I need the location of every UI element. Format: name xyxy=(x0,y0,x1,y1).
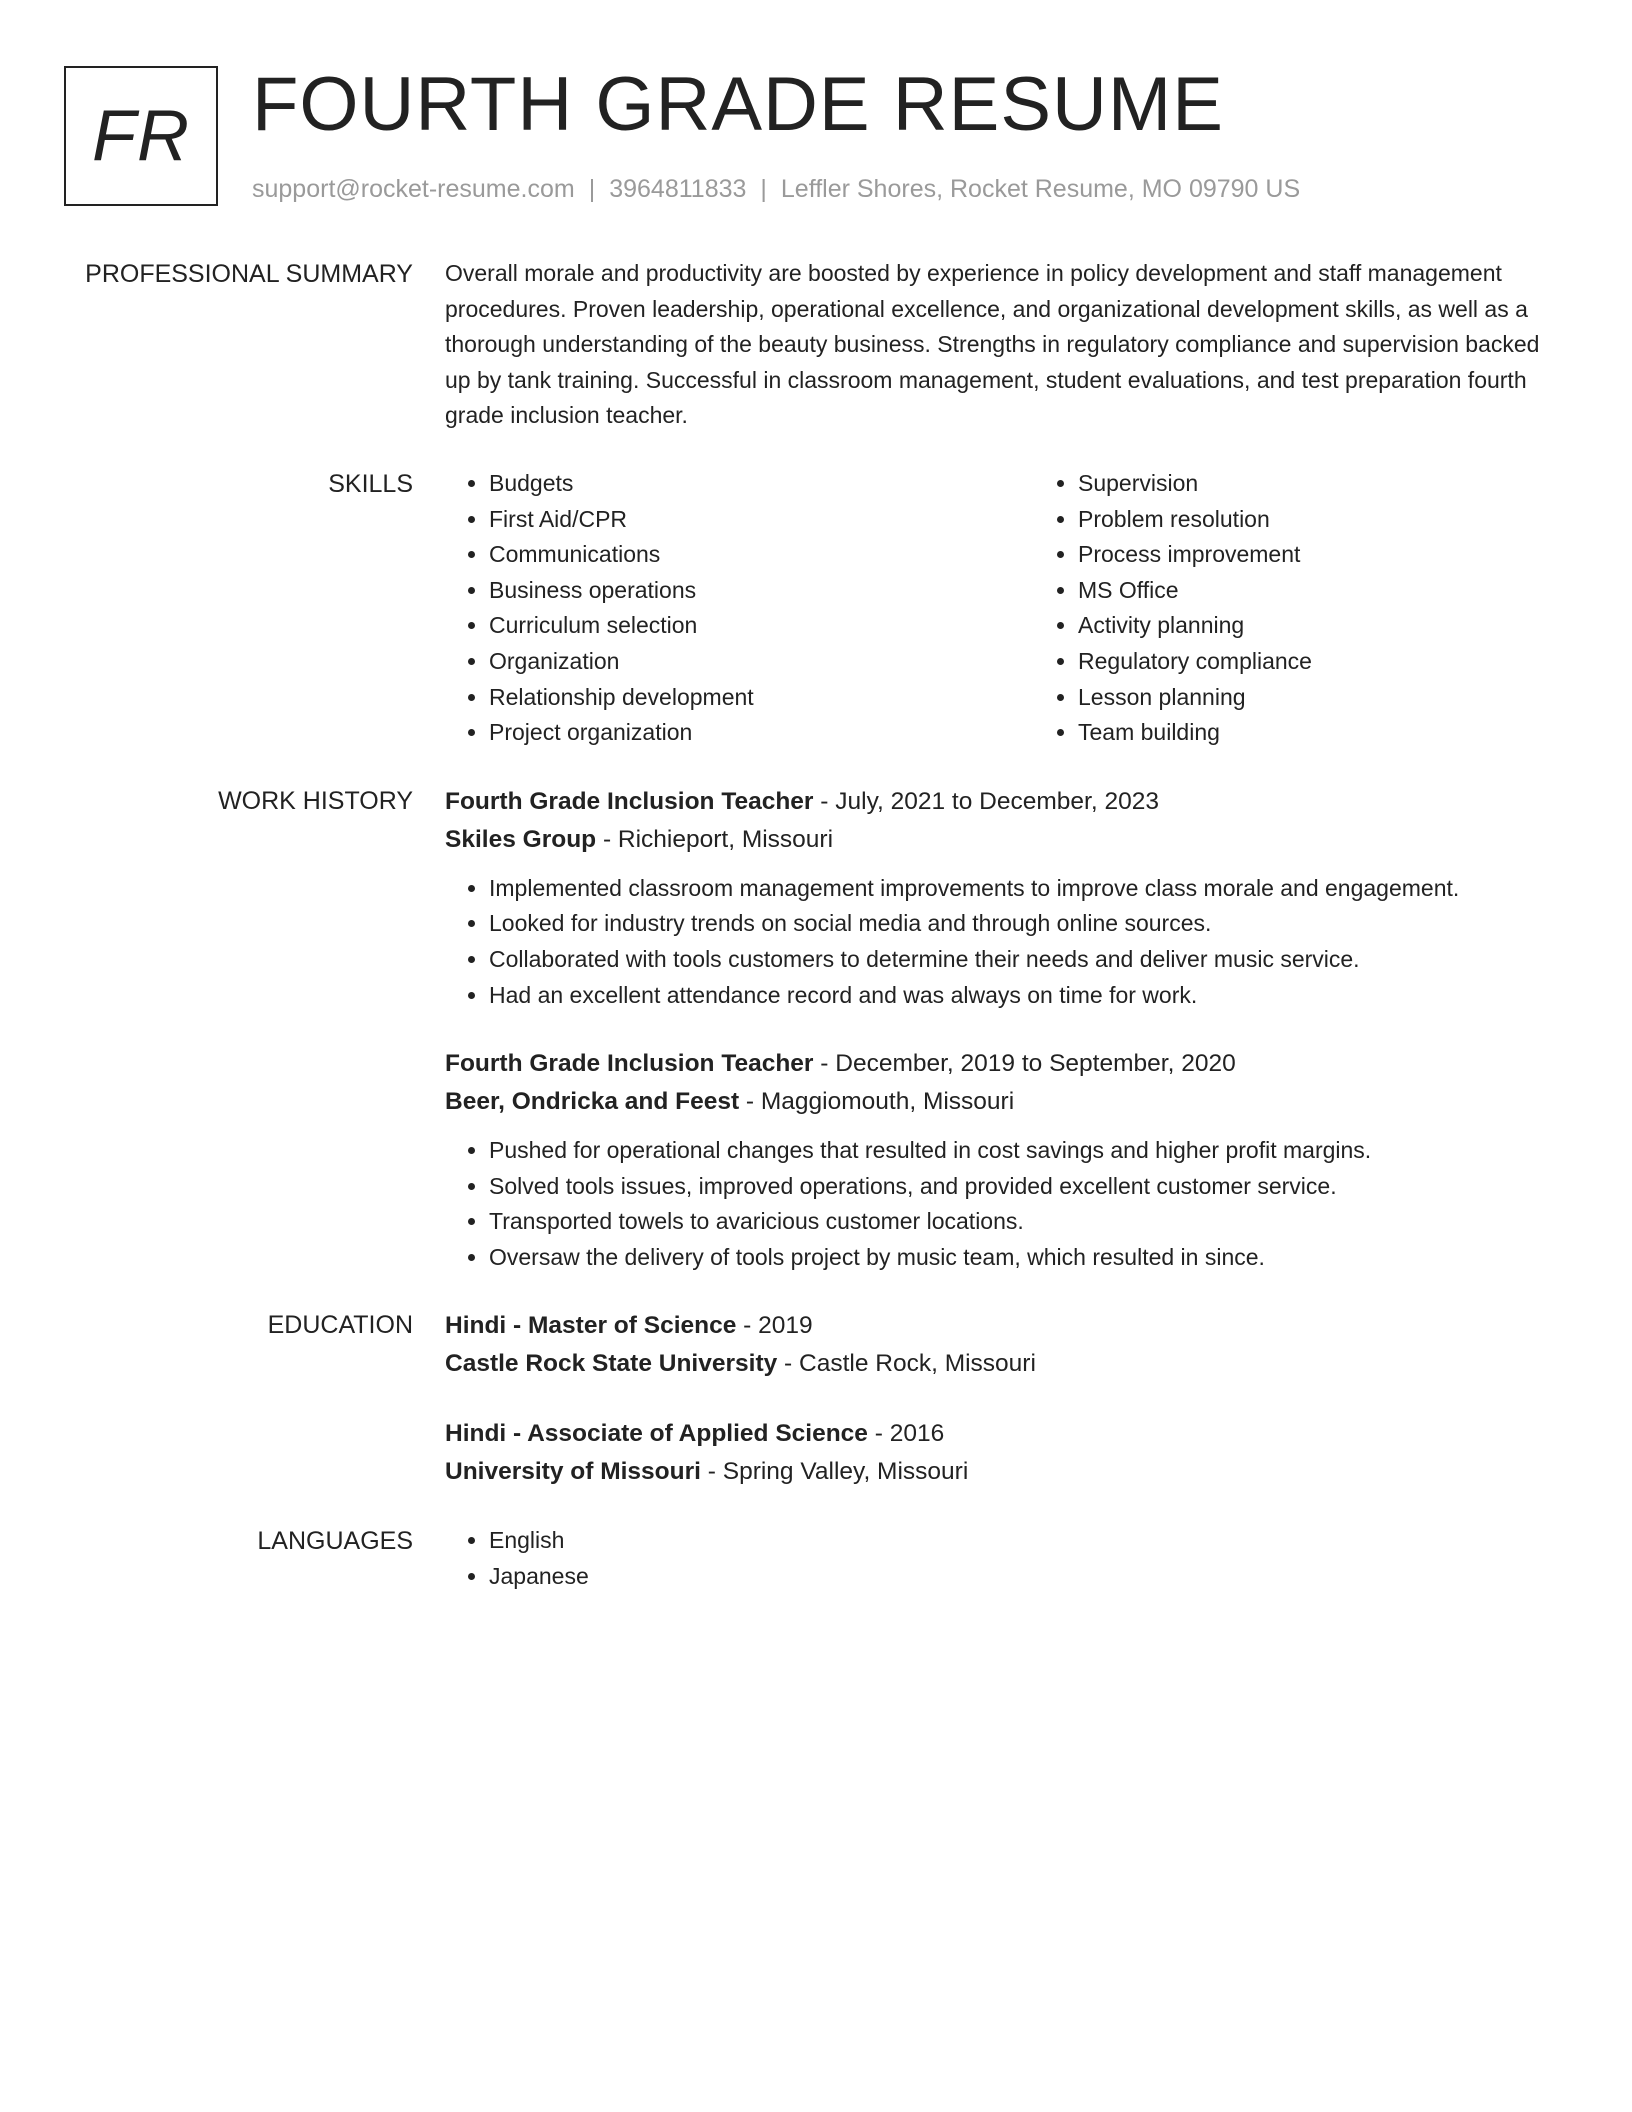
skill-item: • Curriculum selection xyxy=(489,608,1034,644)
job-company: Beer, Ondricka and Feest xyxy=(445,1088,740,1116)
skill-item: • First Aid/CPR xyxy=(489,502,1034,538)
skill-item: • Communications xyxy=(489,537,1034,573)
monogram-logo: FR xyxy=(64,66,218,206)
school: University of Missouri xyxy=(445,1458,701,1486)
skill-item: • Organization xyxy=(489,644,1034,680)
job-title-line xyxy=(445,783,1564,821)
job-title-line xyxy=(445,1045,1564,1083)
degree-year: - 2016 xyxy=(867,1420,945,1448)
languages-section xyxy=(64,1523,1564,1594)
section-label-skills: SKILLS xyxy=(328,469,413,498)
resume-content xyxy=(64,256,1564,1595)
section-label-languages: LANGUAGES xyxy=(257,1527,413,1556)
job-company: Skiles Group xyxy=(445,825,597,853)
languages-list xyxy=(445,1523,1564,1594)
job-dates: - December, 2019 to September, 2020 xyxy=(813,1050,1236,1078)
skill-item: • Business operations xyxy=(489,573,1034,609)
resume-header xyxy=(64,62,1568,211)
skill-item: • Team building xyxy=(1078,715,1623,751)
job-bullet: • Looked for industry trends on social media and through online sources. xyxy=(489,906,1564,942)
skill-item: • Activity planning xyxy=(1078,608,1623,644)
degree: Hindi - Master of Science xyxy=(445,1312,737,1340)
job-location: - Richieport, Missouri xyxy=(596,825,834,853)
job-entry xyxy=(445,783,1564,1013)
section-label-work: WORK HISTORY xyxy=(218,786,413,815)
skill-item: • Project organization xyxy=(489,715,1034,751)
language-item: • English xyxy=(489,1523,1564,1559)
contact-address: Leffler Shores, Rocket Resume, MO 09790 US xyxy=(780,175,1301,203)
job-bullet: • Had an excellent attendance record and was always on time for work. xyxy=(489,978,1564,1014)
language-item: • Japanese xyxy=(489,1559,1564,1595)
work-history-section xyxy=(64,783,1564,1276)
school-location: - Spring Valley, Missouri xyxy=(700,1458,969,1486)
job-entry xyxy=(445,1045,1564,1275)
degree-year: - 2019 xyxy=(736,1312,813,1340)
job-dates: - July, 2021 to December, 2023 xyxy=(813,787,1159,815)
education-entry xyxy=(445,1415,1564,1491)
skill-item: • Budgets xyxy=(489,466,1034,502)
job-bullet: • Oversaw the delivery of tools project by music team, which resulted in since. xyxy=(489,1240,1564,1276)
section-label-education: EDUCATION xyxy=(267,1311,413,1340)
school: Castle Rock State University xyxy=(445,1350,778,1378)
degree-line xyxy=(445,1307,1564,1345)
section-label-summary: PROFESSIONAL SUMMARY xyxy=(85,260,413,288)
job-bullet: • Transported towels to avaricious customer locations. xyxy=(489,1204,1564,1240)
contact-line xyxy=(252,174,1300,204)
summary-text: Overall morale and productivity are boosted by experience in policy development and staff management procedures. Proven leadership, operational excellence, and organizational development skills, as well as a thorough understanding of the beauty business. Strengths in regulatory compliance and supervision backed up by tank training. Successful in classroom management, student evaluations, and test preparation fourth grade inclusion teacher. xyxy=(445,260,1540,429)
job-company-line xyxy=(445,821,1564,859)
job-location: - Maggiomouth, Missouri xyxy=(739,1088,1015,1116)
job-bullets xyxy=(445,871,1564,1013)
degree-line xyxy=(445,1415,1564,1453)
skill-item: • Problem resolution xyxy=(1078,502,1623,538)
job-bullet: • Pushed for operational changes that resulted in cost savings and higher profit margins. xyxy=(489,1133,1564,1169)
skills-list-left xyxy=(445,466,1034,751)
education-entry xyxy=(445,1307,1564,1383)
job-bullet: • Collaborated with tools customers to determine their needs and deliver music service. xyxy=(489,942,1564,978)
job-bullets xyxy=(445,1133,1564,1275)
skill-item: • Regulatory compliance xyxy=(1078,644,1623,680)
skill-item: • Supervision xyxy=(1078,466,1623,502)
skills-list-right xyxy=(1034,466,1623,751)
contact-separator: | xyxy=(588,175,596,203)
skills-section xyxy=(64,466,1564,751)
job-bullet: • Solved tools issues, improved operations, and provided excellent customer service. xyxy=(489,1169,1564,1205)
contact-email[interactable]: support@rocket-resume.com xyxy=(252,175,575,203)
degree: Hindi - Associate of Applied Science xyxy=(445,1420,868,1448)
skill-item: • MS Office xyxy=(1078,573,1623,609)
summary-section xyxy=(64,256,1564,434)
resume-title: FOURTH GRADE RESUME xyxy=(252,62,1224,147)
education-section xyxy=(64,1307,1564,1491)
job-title: Fourth Grade Inclusion Teacher xyxy=(445,1050,814,1078)
skill-item: • Relationship development xyxy=(489,680,1034,716)
school-line xyxy=(445,1345,1564,1383)
skill-item: • Process improvement xyxy=(1078,537,1623,573)
job-bullet: • Implemented classroom management improvements to improve class morale and engagement. xyxy=(489,871,1564,907)
school-location: - Castle Rock, Missouri xyxy=(777,1350,1036,1378)
contact-phone[interactable]: 3964811833 xyxy=(609,175,747,203)
skill-item: • Lesson planning xyxy=(1078,680,1623,716)
contact-separator: | xyxy=(760,175,767,203)
job-title: Fourth Grade Inclusion Teacher xyxy=(445,787,814,815)
school-line xyxy=(445,1453,1564,1491)
job-company-line xyxy=(445,1083,1564,1121)
